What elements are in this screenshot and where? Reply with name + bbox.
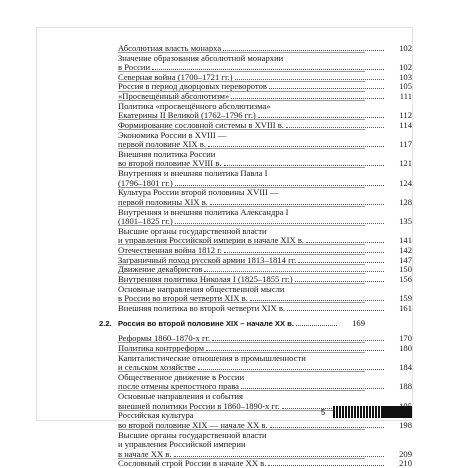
entry-title: первой половины XIX в. [118,196,208,207]
toc-entry-text [118,372,244,382]
entry-title: Внутренняя политика Николая I (1825–1855 гг.) [118,273,293,284]
section-heading[interactable] [99,318,365,329]
entry-page-number: 102 [399,62,412,73]
dot-leader [298,262,384,263]
entry-title: после отмены крепостного права [118,381,239,392]
dot-leader [270,427,384,428]
entry-title: Внутренняя и внешняя политика Павла I [118,168,268,179]
dot-leader [210,204,384,205]
dot-leader [241,388,384,389]
dot-leader [224,165,384,166]
toc-entry-text [118,130,226,140]
entry-page-number: 141 [399,235,412,246]
entry-title: Абсолютная власть монарха [118,43,222,53]
dot-leader [268,465,384,466]
book-page [37,28,412,468]
section-title-wrap [118,318,339,329]
dot-leader [250,300,384,301]
entry-page-number: 102 [399,43,412,53]
dot-leader [198,369,384,370]
dot-leader [286,127,384,128]
toc-entry-text [118,187,279,197]
dot-leader [204,271,384,272]
section-page-number: 169 [352,318,365,329]
dot-leader [258,117,384,118]
entry-title: внешней политики России в 1860–1890-х гг. [118,400,280,411]
entry-title: Россия в период дворцовых переворотов [118,81,267,92]
dot-leader [212,340,384,341]
toc-entry-text [118,303,386,313]
dot-leader [174,456,384,457]
toc-entry-text [118,101,271,111]
entry-title: Культура России второй половины XVIII — [118,187,279,198]
dot-leader [306,242,384,243]
entry-title: Внутренняя и внешняя политика Александра I [118,206,289,217]
entry-title: во второй половине XVIII в. [118,158,222,169]
entry-title: и сельском хозяйстве [118,362,196,373]
entry-title: Капиталистические отношения в промышленности [118,352,306,363]
page-number: 5 [321,408,326,417]
entry-title: Политика контрреформ [118,342,205,353]
dot-leader [224,252,384,253]
entry-title: Екатерины II Великой (1762–1796 гг.) [118,110,256,121]
dot-leader [231,98,384,99]
entry-page-number: 124 [399,177,412,188]
entry-title: Основные направления общественной мысли [118,283,285,294]
toc-entry-text [118,439,246,449]
entry-page-number: 180 [399,342,412,353]
entry-page-number: 111 [399,91,412,102]
entry-page-number: 198 [399,419,412,430]
entry-page-number: 161 [399,302,412,313]
toc-entry-text [118,353,306,363]
toc-entry-text [118,410,194,420]
entry-title: Российская культура [118,410,194,421]
entry-page-number: 117 [399,139,412,150]
toc-entry-text [118,458,386,468]
entry-title: Реформы 1860–1870-х гг. [118,333,211,344]
entry-title: Значение образования абсолютной монархии [118,52,284,63]
entry-page-number: 112 [399,110,412,121]
entry-title: Высшие органы государственной власти [118,429,267,440]
toc-entry-text [118,226,267,236]
toc-entry-text [118,207,288,217]
dot-leader [175,223,384,224]
section-number: 2.2. [99,319,112,329]
entry-title: Основные направления и события [118,391,243,402]
entry-title: Внешняя политика во второй четверти XIX в. [118,302,286,313]
section-title: Россия во второй половине XIX – начале XX в. [118,319,294,329]
entry-page-number: 150 [399,264,412,275]
entry-title: (1796–1801 гг.) [118,177,173,188]
entry-page-number: 128 [399,196,412,207]
entry-title: Формирование сословной системы в XVIII в. [118,119,284,130]
toc-entry-text [118,284,285,294]
entry-title: в начале XX в. [118,448,172,459]
dot-leader [269,88,384,89]
entry-page-number: 147 [399,254,412,265]
entry-title: «Просвещённый абсолютизм» [118,91,230,102]
table-of-contents [37,28,412,468]
entry-page-number: 121 [399,158,412,169]
toc-entry-text [118,149,215,159]
entry-page-number: 156 [399,273,412,284]
dot-leader [152,69,384,70]
dot-leader [206,350,384,351]
entry-title: и управления Российской империи [118,439,246,450]
entry-title: Отечественная война 1812 г. [118,245,222,256]
thumb-index-bar [333,406,412,418]
entry-page-number: 103 [399,71,412,82]
dot-leader [223,50,384,51]
entry-title: (1801–1825 гг.) [118,216,173,227]
dot-leader [235,79,384,80]
entry-title: первой половине XIX в. [118,139,206,150]
entry-title: Политика «просвещённого абсолютизма» [118,100,271,111]
toc-entry-text [118,53,283,63]
entry-title: Северная война (1700–1721 гг.) [118,71,233,82]
entry-title: Внешняя политика России [118,148,216,159]
entry-page-number: 135 [399,216,412,227]
entry-title: Сословный строй России в начале XX в. [118,458,267,468]
entry-page-number: 184 [399,362,412,373]
entry-title: Заграничный поход русской армии 1813–1814 гг. [118,254,297,265]
entry-page-number: 142 [399,245,412,256]
entry-page-number: 170 [399,333,412,344]
entry-page-number: 209 [399,448,412,459]
entry-title: Общественное движение в России [118,371,245,382]
entry-title: и управления Российской империи в начале XIX в. [118,235,305,246]
toc-entry-text [118,430,267,440]
entry-page-number: 105 [399,81,412,92]
entry-page-number: 210 [399,458,412,468]
dot-leader [296,325,337,326]
entry-title: в России [118,62,151,73]
dot-leader [175,185,384,186]
dot-leader [208,146,384,147]
entry-title: во второй половине XIX — начале XX в. [118,419,268,430]
entry-title: Экономика России в XVIII — [118,129,227,140]
toc-entry-text [118,391,243,401]
entry-title: Высшие органы государственной власти [118,225,267,236]
entry-page-number: 114 [399,119,412,130]
entry-title: Движение декабристов [118,264,203,275]
entry-title: в России во второй четверти XIX в. [118,293,248,304]
entry-page-number: 159 [399,293,412,304]
dot-leader [287,310,384,311]
entry-page-number: 188 [399,381,412,392]
toc-entry-text [118,168,267,178]
dot-leader [295,281,384,282]
